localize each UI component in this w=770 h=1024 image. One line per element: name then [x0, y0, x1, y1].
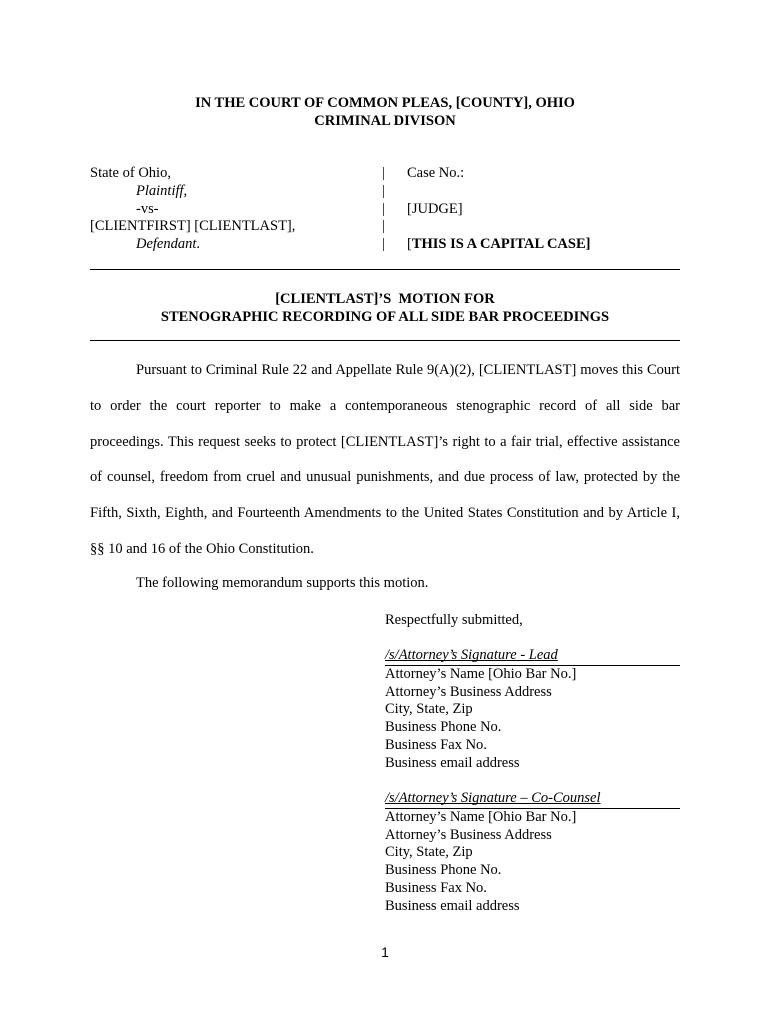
- memorandum-paragraph: The following memorandum supports this motion.: [136, 575, 429, 591]
- attorney-phone: Business Phone No.: [385, 862, 502, 879]
- case-number-label: Case No.:: [407, 165, 465, 181]
- attorney-name: Attorney’s Name [Ohio Bar No.]: [385, 665, 577, 682]
- court-division: CRIMINAL DIVISON: [314, 113, 456, 129]
- motion-title: [90, 290, 680, 326]
- page-number: 1: [381, 944, 389, 960]
- caption-bar: |: [382, 200, 385, 217]
- court-heading: [90, 94, 680, 130]
- plaintiff-name: State of Ohio,: [90, 165, 171, 181]
- defendant-role: Defendant: [136, 236, 197, 253]
- attorney-city: City, State, Zip: [385, 844, 473, 861]
- attorney-address: Attorney’s Business Address: [385, 826, 552, 843]
- signature-line: /s/Attorney’s Signature – Co-Counsel: [385, 790, 680, 809]
- caption-parties: [90, 165, 380, 254]
- caption-divider: [382, 165, 385, 254]
- caption-spacer: [407, 218, 590, 236]
- attorney-city: City, State, Zip: [385, 701, 473, 718]
- attorney-email: Business email address: [385, 754, 520, 771]
- motion-body-paragraph: Pursuant to Criminal Rule 22 and Appellate Rule 9(A)(2), [CLIENTLAST] moves this Court to order the court reporter to make a contemporaneous stenographic record of all side bar proceedings. This request seeks to protect [CLIENTLAST]’s right to a fair trial, effective assistance of counsel, freedom from cruel and unusual punishments, and due process of law, protected by the Fifth, Sixth, Eighth, and Fourteenth Amendments to the United States Constitution and by Article I, §§ 10 and 16 of the Ohio Constitution.: [90, 362, 680, 557]
- caption-bar: |: [382, 218, 385, 235]
- caption-bar: |: [382, 182, 385, 199]
- attorney-name: Attorney’s Name [Ohio Bar No.]: [385, 808, 577, 825]
- plaintiff-role: Plaintiff,: [136, 182, 188, 199]
- defendant-name: [CLIENTFIRST] [CLIENTLAST],: [90, 218, 296, 235]
- versus-label: -vs-: [136, 200, 159, 217]
- defendant-role-line: Defendant.: [136, 236, 201, 253]
- signature-block-co-counsel: [385, 790, 680, 916]
- signature-line: /s/Attorney’s Signature - Lead: [385, 647, 680, 666]
- caption-case-info: [407, 165, 590, 254]
- case-caption: [90, 165, 680, 257]
- capital-case-label: THIS IS A CAPITAL CASE]: [411, 236, 591, 253]
- caption-spacer: [407, 183, 590, 201]
- signature-block-lead: [385, 647, 680, 773]
- closing-salutation: Respectfully submitted,: [385, 612, 523, 628]
- attorney-phone: Business Phone No.: [385, 719, 502, 736]
- caption-rule-bottom: [90, 340, 680, 341]
- attorney-fax: Business Fax No.: [385, 736, 487, 753]
- attorney-email: Business email address: [385, 897, 520, 914]
- caption-bar: |: [382, 165, 385, 181]
- capital-case-line: [407, 236, 590, 254]
- motion-title-line1: [CLIENTLAST]’S MOTION FOR: [275, 291, 495, 307]
- caption-bar: |: [382, 236, 385, 253]
- attorney-address: Attorney’s Business Address: [385, 683, 552, 700]
- judge-label: [JUDGE]: [407, 200, 463, 217]
- caption-rule-top: [90, 269, 680, 270]
- court-name: IN THE COURT OF COMMON PLEAS, [COUNTY], OHIO: [195, 95, 575, 111]
- motion-title-line2: STENOGRAPHIC RECORDING OF ALL SIDE BAR PROCEEDINGS: [160, 309, 610, 325]
- attorney-fax: Business Fax No.: [385, 879, 487, 896]
- capital-bracket: [: [407, 236, 412, 253]
